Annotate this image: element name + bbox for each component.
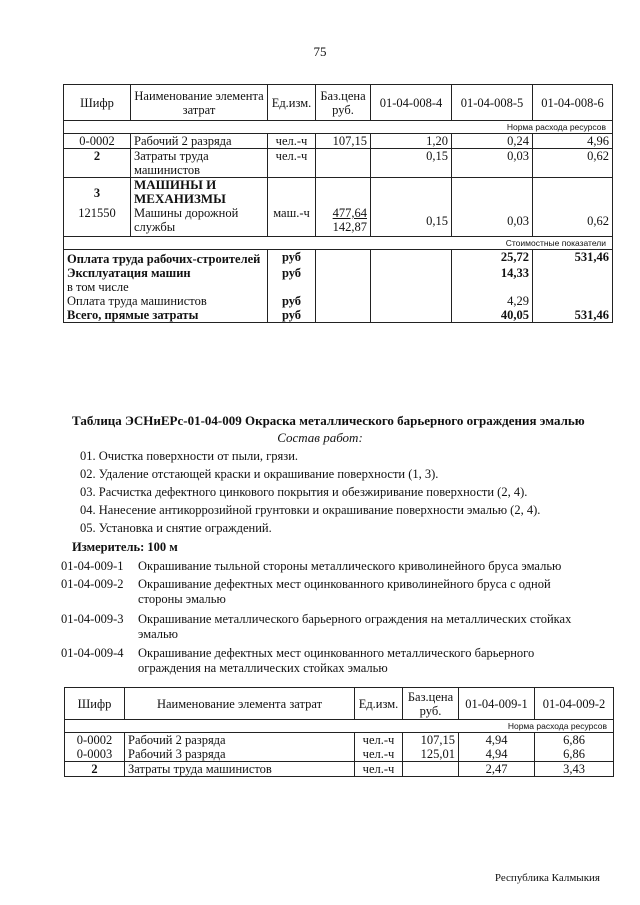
cell-code: 0-0002: [65, 733, 125, 748]
section-label: Норма расхода ресурсов: [65, 720, 614, 733]
col-header: 01-04-008-6: [533, 85, 613, 121]
section-label: Стоимостные показатели: [64, 237, 613, 250]
cell-name: Рабочий 2 разряда: [131, 134, 268, 149]
table-row: [65, 747, 614, 762]
table-header-row: [64, 85, 613, 121]
table-row: [64, 308, 613, 323]
price-value: 477,64: [332, 206, 367, 220]
table-row: [65, 733, 614, 748]
cell-unit: руб: [268, 308, 316, 323]
resource-table-1: [63, 84, 613, 323]
col-header: 01-04-009-1: [459, 688, 535, 720]
cell-unit: чел.-ч: [268, 134, 316, 149]
cell-value: 0,15: [371, 149, 452, 178]
col-header: Шифр: [64, 85, 131, 121]
col-header: Баз.цена руб.: [403, 688, 459, 720]
page-number: 75: [313, 44, 327, 59]
cell-value: 531,46: [533, 308, 613, 323]
cell-value: 40,05: [452, 308, 533, 323]
cell-unit: руб: [268, 266, 316, 280]
cell-name: Затраты труда машинистов: [125, 762, 355, 777]
cell-name: Рабочий 3 разряда: [125, 747, 355, 762]
cell-price: 107,15: [316, 134, 371, 149]
cell-value: 0,03: [452, 149, 533, 178]
cell-unit: чел.-ч: [355, 733, 403, 748]
table-row: [64, 280, 613, 294]
cell-value: 4,94: [459, 733, 535, 748]
code-description: Окрашивание металлического барьерного ограждения на металлических стойках эмалью: [138, 612, 572, 641]
section-row: [65, 720, 614, 733]
cell-value: 0,03: [452, 206, 533, 237]
cell-name: Машины дорожной службы: [131, 206, 268, 237]
cell-unit: чел.-ч: [355, 747, 403, 762]
table-row: [64, 250, 613, 267]
cell-value: 1,20: [371, 134, 452, 149]
cell-name: Всего, прямые затраты: [64, 308, 268, 323]
table-title: Таблица ЭСНиЕРс-01-04-009 Окраска металлического барьерного ограждения эмалью: [72, 413, 585, 428]
section-row: [64, 121, 613, 134]
work-item: 05. Установка и снятие ограждений.: [80, 521, 272, 535]
cell-value: 4,29: [452, 294, 533, 308]
section-row: [64, 237, 613, 250]
code-label: 01-04-009-1: [61, 559, 124, 573]
cell-price: [316, 206, 371, 237]
resource-table-2: [64, 687, 614, 777]
col-header: Наименование элемента затрат: [131, 85, 268, 121]
cell-name: Оплата труда рабочих-строителей: [64, 250, 268, 267]
cell-name: Затраты труда машинистов: [131, 149, 268, 178]
col-header: 01-04-008-4: [371, 85, 452, 121]
cell-name: Оплата труда машинистов: [64, 294, 268, 308]
cell-name: в том числе: [64, 280, 268, 294]
cell-value: 14,33: [452, 266, 533, 280]
price-value: 142,87: [332, 220, 367, 234]
cell-code: 121550: [64, 206, 131, 237]
cell-price: [403, 762, 459, 777]
cell-name: МАШИНЫ И МЕХАНИЗМЫ: [131, 178, 268, 207]
cell-unit: руб: [268, 294, 316, 308]
col-header: Ед.изм.: [355, 688, 403, 720]
work-item: 04. Нанесение антикоррозийной грунтовки и окрашивание поверхности эмалью (2, 4).: [80, 503, 541, 517]
cell-unit: маш.-ч: [268, 206, 316, 237]
col-header: Баз.цена руб.: [316, 85, 371, 121]
table-row: [64, 206, 613, 237]
cell-code: 3: [64, 178, 131, 207]
cell-unit: руб: [268, 250, 316, 267]
cell-unit: чел.-ч: [268, 149, 316, 178]
col-header: Шифр: [65, 688, 125, 720]
table-header-row: [65, 688, 614, 720]
cell-name: Эксплуатация машин: [64, 266, 268, 280]
cell-name: Рабочий 2 разряда: [125, 733, 355, 748]
work-item: 02. Удаление отстающей краски и окрашивание поверхности (1, 3).: [80, 467, 439, 481]
col-header: 01-04-009-2: [535, 688, 614, 720]
cell-value: 531,46: [533, 250, 613, 267]
cell-value: 0,62: [533, 206, 613, 237]
cell-value: 0,15: [371, 206, 452, 237]
code-label: 01-04-009-4: [61, 646, 124, 660]
table-row: [64, 134, 613, 149]
cell-code: 2: [65, 762, 125, 777]
cell-value: 6,86: [535, 733, 614, 748]
code-description: Окрашивание тыльной стороны металлического криволинейного бруса эмалью: [138, 559, 562, 573]
col-header: Ед.изм.: [268, 85, 316, 121]
section-label: Норма расхода ресурсов: [64, 121, 613, 134]
cell-value: 2,47: [459, 762, 535, 777]
cell-code: 2: [64, 149, 131, 178]
table-row: [64, 266, 613, 280]
code-label: 01-04-009-2: [61, 577, 124, 591]
cell-value: 3,43: [535, 762, 614, 777]
cell-price: 107,15: [403, 733, 459, 748]
cell-value: 0,62: [533, 149, 613, 178]
col-header: 01-04-008-5: [452, 85, 533, 121]
table-row: [64, 149, 613, 178]
code-description: Окрашивание дефектных мест оцинкованного металлического барьерного ограждения на металлических стойках эмалью: [138, 646, 535, 675]
work-item: 01. Очистка поверхности от пыли, грязи.: [80, 449, 299, 463]
col-header: Наименование элемента затрат: [125, 688, 355, 720]
composition-title: Состав работ:: [277, 430, 363, 445]
work-item: 03. Расчистка дефектного цинкового покрытия и обезжиривание поверхности (2, 4).: [80, 485, 528, 499]
code-label: 01-04-009-3: [61, 612, 124, 626]
cell-value: 25,72: [452, 250, 533, 267]
cell-code: 0-0002: [64, 134, 131, 149]
cell-unit: чел.-ч: [355, 762, 403, 777]
footer-region: Республика Калмыкия: [494, 872, 600, 884]
cell-value: 4,94: [459, 747, 535, 762]
table-row: [64, 178, 613, 207]
cell-value: 0,24: [452, 134, 533, 149]
table-row: [65, 762, 614, 777]
cell-value: 4,96: [533, 134, 613, 149]
measure-unit: Измеритель: 100 м: [72, 540, 178, 554]
cell-price: 125,01: [403, 747, 459, 762]
cell-price: [316, 149, 371, 178]
code-description: Окрашивание дефектных мест оцинкованного криволинейного бруса с одной стороны эмалью: [138, 577, 551, 606]
cell-value: 6,86: [535, 747, 614, 762]
cell-code: 0-0003: [65, 747, 125, 762]
table-row: [64, 294, 613, 308]
